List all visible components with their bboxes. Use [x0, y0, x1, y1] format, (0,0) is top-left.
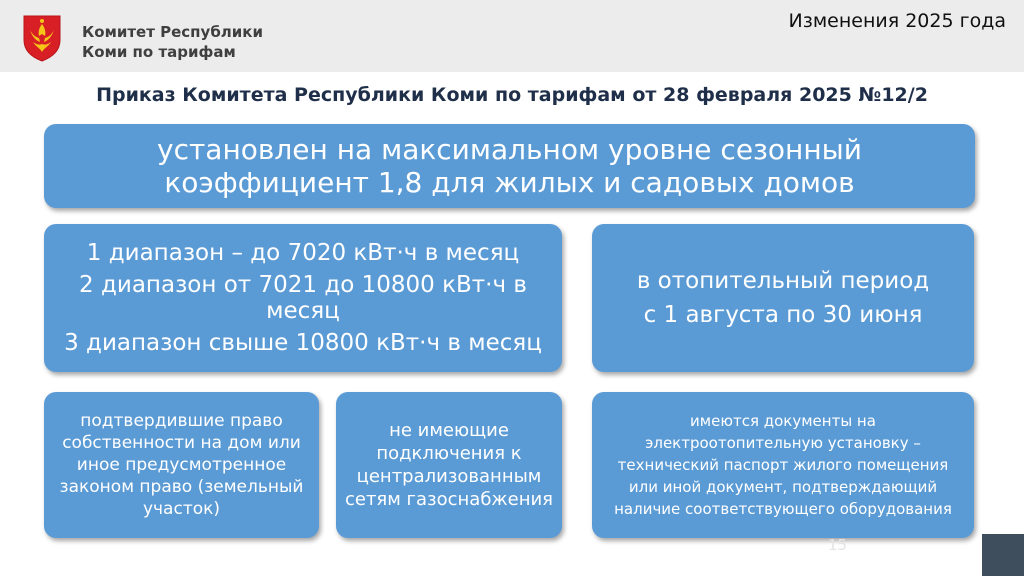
- range-1-text: 1 диапазон – до 7020 кВт·ч в месяц: [86, 240, 520, 266]
- org-name-line-2: Коми по тарифам: [82, 43, 236, 61]
- seasonal-coefficient-text: установлен на максимальном уровне сезонный коэффициент 1,8 для жилых и садовых домов: [157, 133, 862, 199]
- gas-connection-condition-box: [336, 392, 562, 538]
- gas-connection-condition-text: не имеющие подключения к централизованным сетям газоснабжения: [344, 420, 554, 510]
- seasonal-coefficient-box: [44, 124, 975, 208]
- heating-period-line-1: в отопительный период: [636, 268, 930, 294]
- range-3-text: 3 диапазон свыше 10800 кВт·ч в месяц: [64, 330, 542, 356]
- heating-period-line-2: с 1 августа по 30 июня: [643, 302, 923, 328]
- consumption-ranges-box: [44, 224, 562, 372]
- ownership-condition-text: подтвердившие право собственности на дом или иное предусмотренное законом право (земельный участок): [59, 411, 304, 519]
- organization-name: [82, 22, 263, 62]
- slide-header: [0, 0, 1024, 72]
- ownership-condition-box: [44, 392, 319, 538]
- range-2-text: 2 диапазон от 7021 до 10800 кВт·ч в месяц: [79, 272, 527, 324]
- changes-year-label: Изменения 2025 года: [788, 10, 1006, 32]
- documents-condition-text: имеются документы на электроотопительную установку – технический паспорт жилого помещения или иной документ, подтверждающий наличие соответствующего оборудования: [614, 412, 952, 518]
- komi-coat-of-arms-icon: [22, 14, 62, 62]
- org-name-line-1: Комитет Республики: [82, 23, 263, 41]
- slide-page-number: 15: [828, 536, 848, 554]
- order-title: Приказ Комитета Республики Коми по тарифам от 28 февраля 2025 №12/2: [96, 84, 928, 106]
- heating-period-box: [592, 224, 974, 372]
- corner-decoration: [982, 534, 1024, 576]
- documents-condition-box: [592, 392, 974, 538]
